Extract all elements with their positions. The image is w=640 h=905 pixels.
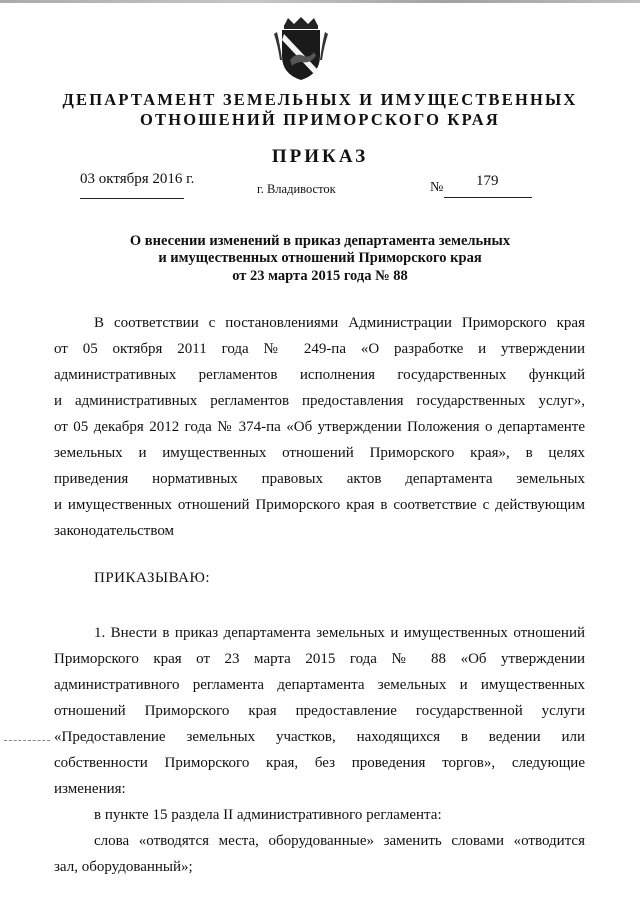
- preamble-line: законодательством: [54, 523, 175, 539]
- preamble-line: В соответствии с постановлениями Администрации Приморского края: [94, 315, 585, 331]
- document-date: 03 октября 2016 г.: [80, 171, 195, 187]
- item-line: собственности Приморского края, без проведения торгов», следующие: [54, 755, 585, 771]
- document-type: ПРИКАЗ: [271, 146, 369, 167]
- item-line: «Предоставление земельных участков, находящихся в ведении или: [54, 729, 585, 745]
- department-name-line1: ДЕПАРТАМЕНТ ЗЕМЕЛЬНЫХ И ИМУЩЕСТВЕННЫХ: [62, 90, 578, 109]
- preamble-line: земельных и имущественных отношений Приморского края», в целях: [54, 445, 585, 461]
- subject-line-1: О внесении изменений в приказ департамента земельных: [129, 233, 511, 249]
- item-line: слова «отводятся места, оборудованные» заменить словами «отводится: [94, 833, 585, 849]
- margin-mark: [4, 740, 50, 741]
- coat-of-arms-icon: [270, 16, 332, 82]
- item-line: отношений Приморского края предоставление государственной услуги: [54, 703, 585, 719]
- department-name-line2: ОТНОШЕНИЙ ПРИМОРСКОГО КРАЯ: [139, 110, 500, 129]
- number-underline: [444, 197, 532, 198]
- item-line: Приморского края от 23 марта 2015 года № 88 «Об утверждении: [54, 651, 585, 667]
- scan-edge: [0, 0, 640, 3]
- preamble-line: и имущественных отношений Приморского края в соответствие с действующим: [54, 497, 585, 513]
- document-city: г. Владивосток: [257, 182, 336, 196]
- item-line: изменения:: [54, 781, 126, 797]
- preamble-paragraph: [54, 310, 585, 544]
- preamble-line: от 05 октября 2011 года № 249-па «О разработке и утверждении: [54, 341, 585, 357]
- item-line: зал, оборудованный»;: [54, 859, 193, 875]
- item-line: в пункте 15 раздела II административного регламента:: [94, 807, 442, 823]
- item-line: административного регламента департамента земельных и имущественных: [54, 677, 585, 693]
- item-1-paragraph: [54, 620, 585, 880]
- subject-line-2: и имущественных отношений Приморского края: [158, 250, 482, 266]
- date-underline: [80, 198, 184, 199]
- subject-line-3: от 23 марта 2015 года № 88: [232, 268, 408, 284]
- number-sign: №: [430, 180, 444, 195]
- preamble-line: приведения нормативных правовых актов департамента земельных: [54, 471, 585, 487]
- item-line: 1. Внести в приказ департамента земельных и имущественных отношений: [94, 625, 585, 641]
- preamble-line: административных регламентов исполнения государственных функций: [54, 367, 585, 383]
- preamble-line: от 05 декабря 2012 года № 374-па «Об утверждении Положения о департаменте: [54, 419, 585, 435]
- order-word: ПРИКАЗЫВАЮ:: [94, 570, 211, 586]
- preamble-line: и административных регламентов предоставления государственных услуг»,: [54, 393, 585, 409]
- document-number: 179: [476, 173, 499, 189]
